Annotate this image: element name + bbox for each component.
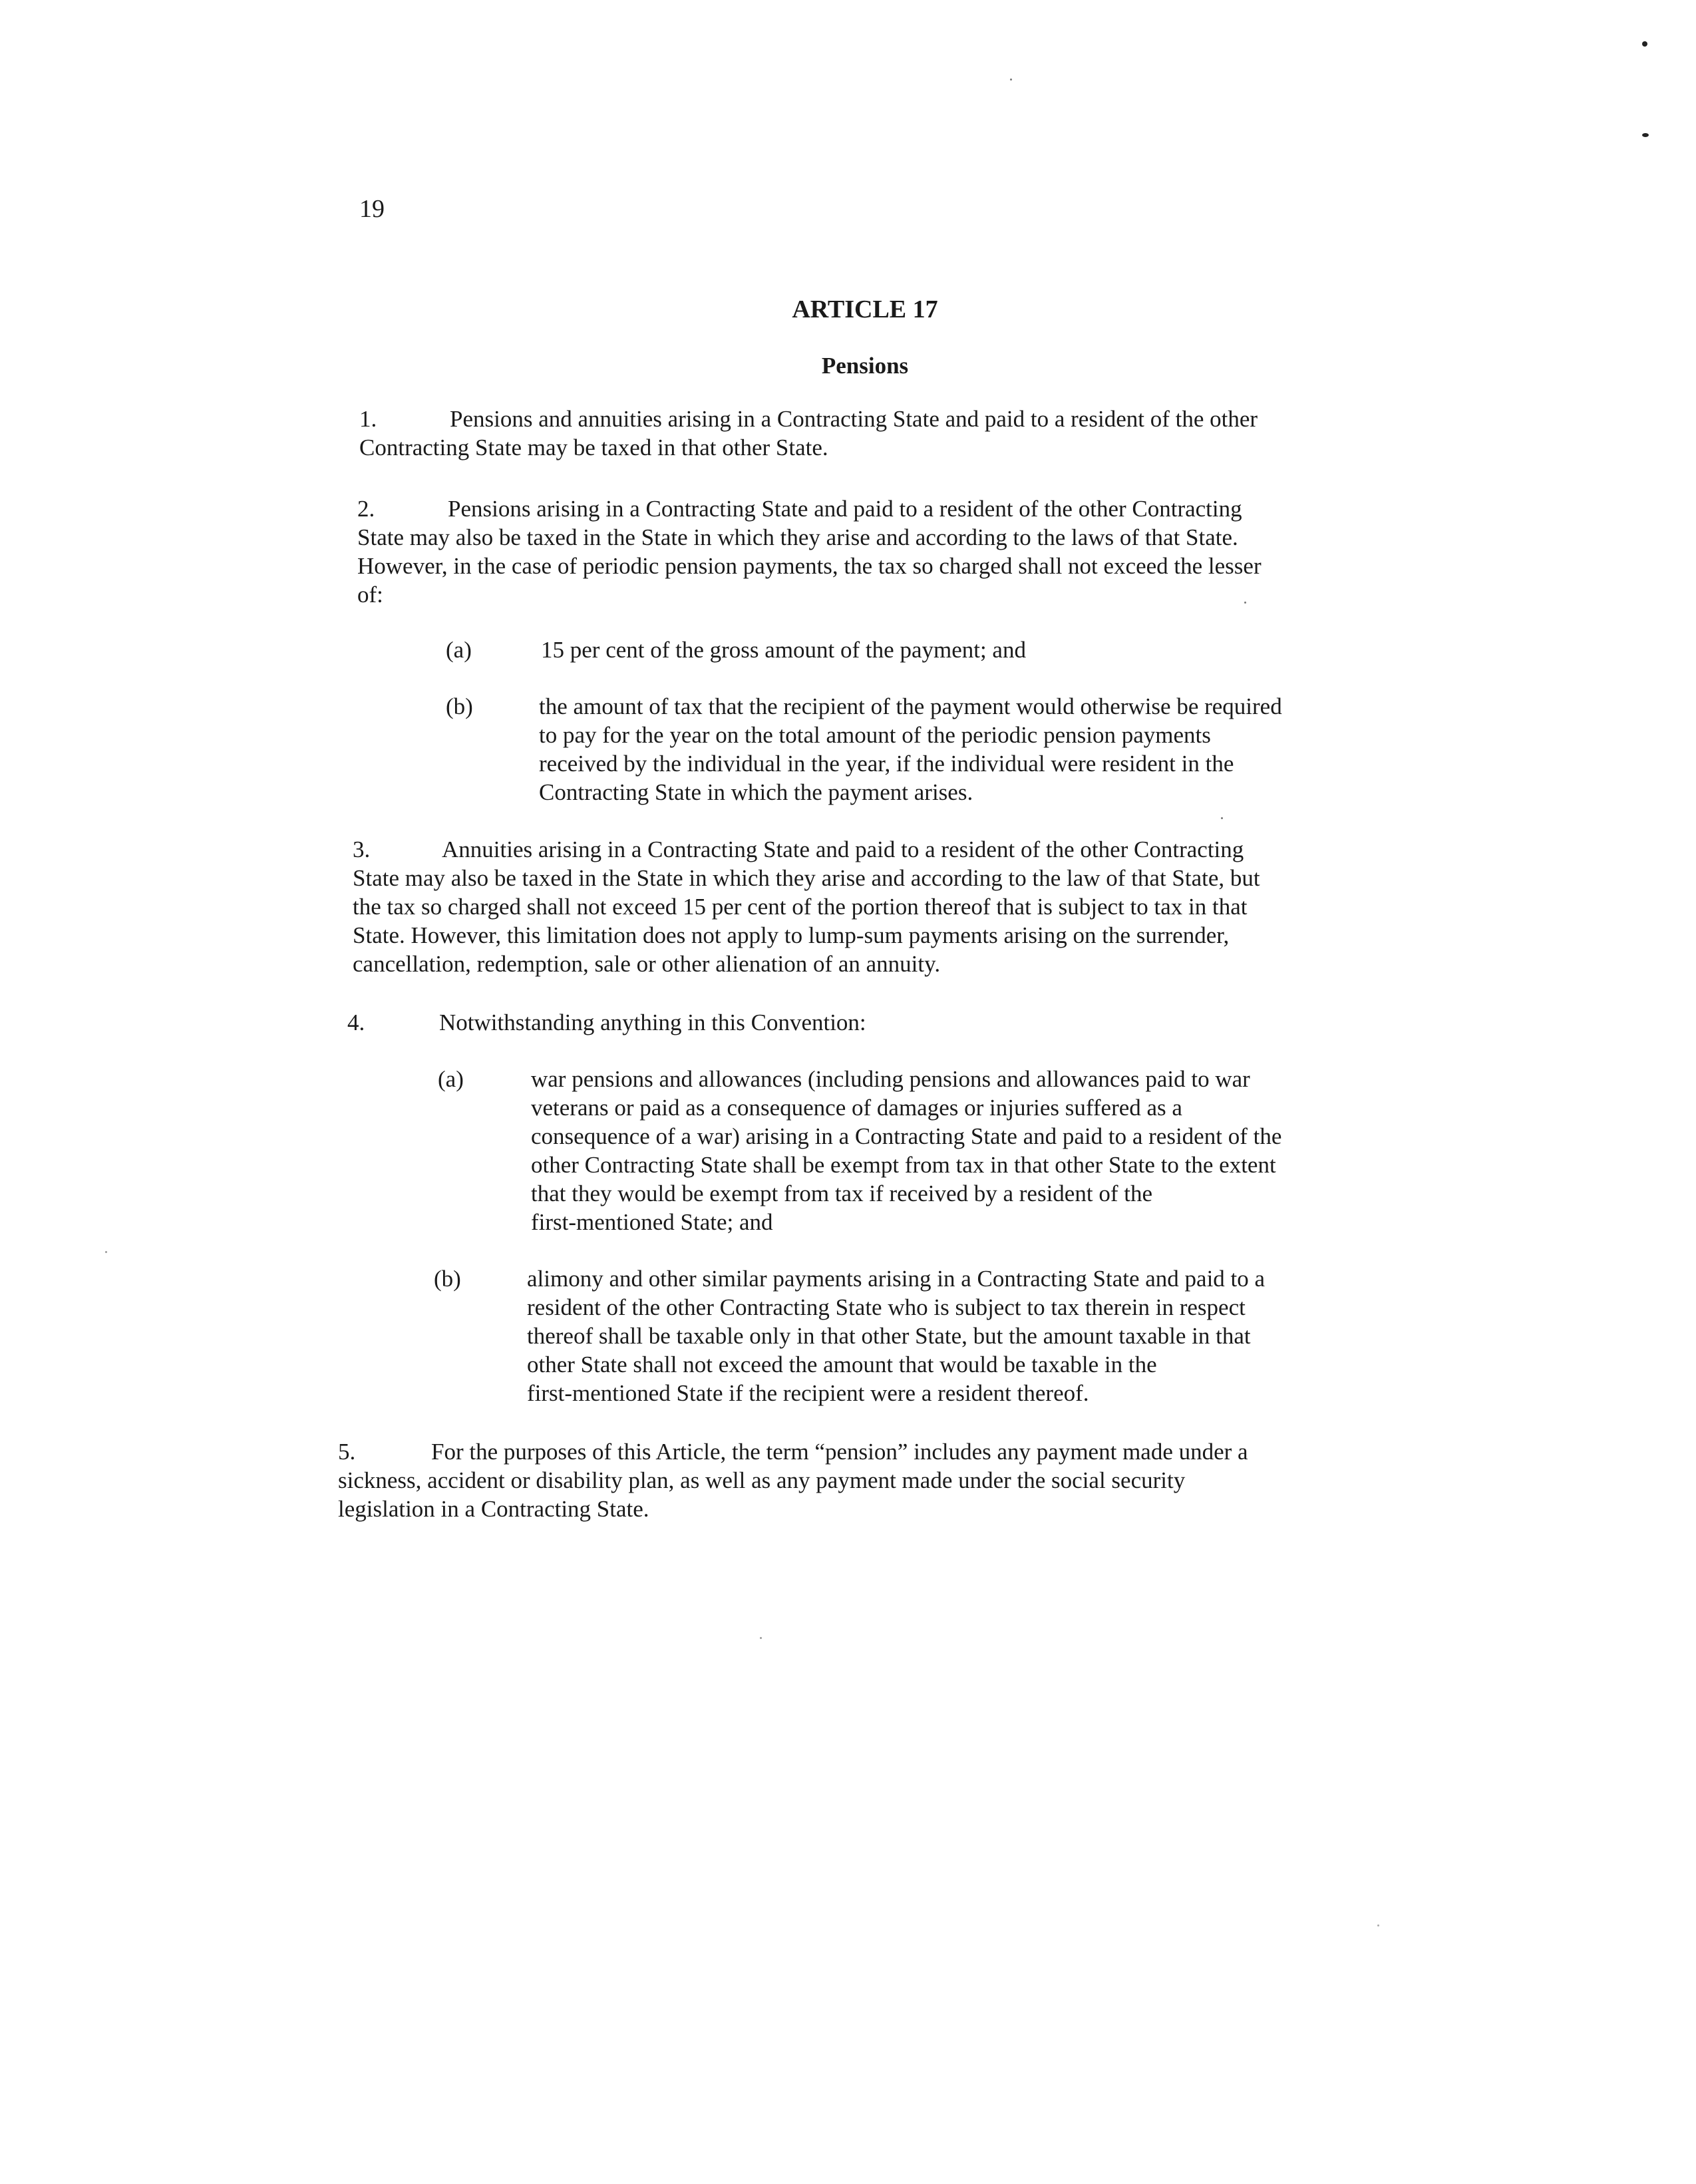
subparagraph-label: (a) [446,637,472,663]
paragraph-text: Pensions and annuities arising in a Contracting State and paid to a resident of the other [450,406,1258,432]
paragraph-number: 5. [338,1439,356,1465]
subparagraph-line: first-mentioned State if the recipient were a resident thereof. [527,1380,1089,1406]
paragraph-text: Pensions arising in a Contracting State and paid to a resident of the other Contracting [448,496,1242,522]
paragraph-3 [353,835,1260,978]
subparagraph-line: to pay for the year on the total amount of the periodic pension payments [539,722,1211,748]
paragraph-line: However, in the case of periodic pension payments, the tax so charged shall not exceed the lesser [357,553,1262,579]
scan-speck [105,1251,107,1253]
subparagraph-body [527,1264,1458,1407]
subparagraph-line: that they would be exempt from tax if received by a resident of the [531,1181,1152,1206]
article-title: ARTICLE 17 [792,295,938,323]
paragraph-line: the tax so charged shall not exceed 15 per cent of the portion thereof that is subject to tax in that [353,894,1248,920]
article-subtitle: Pensions [821,353,909,379]
subparagraph-body [541,636,1472,664]
paragraph-line: State. However, this limitation does not apply to lump-sum payments arising on the surrender, [353,922,1230,948]
paragraph-1 [359,405,1258,462]
paragraph-line: Contracting State may be taxed in that other State. [359,435,828,460]
paragraph-line: State may also be taxed in the State in which they arise and according to the law of that State, but [353,865,1260,891]
scan-speck [1642,41,1647,47]
subparagraph-label: (a) [438,1066,464,1092]
subparagraph-line: 15 per cent of the gross amount of the payment; and [541,637,1026,663]
paragraph-text: For the purposes of this Article, the term “pension” includes any payment made under a [431,1439,1248,1465]
paragraph-line [347,1008,866,1037]
paragraph-text: Notwithstanding anything in this Convention: [439,1009,866,1035]
scan-speck [760,1637,762,1639]
subparagraph-body [539,692,1470,807]
scan-speck [1377,1924,1379,1926]
subparagraph-line: received by the individual in the year, if the individual were resident in the [539,751,1234,777]
paragraph-line: of: [357,582,383,608]
scan-speck [1244,602,1246,604]
subparagraph-body [531,1065,1462,1236]
paragraph-number: 1. [359,406,377,432]
subparagraph-line: Contracting State in which the payment arises. [539,779,973,805]
paragraph-line: legislation in a Contracting State. [338,1496,649,1522]
subparagraph-line: consequence of a war) arising in a Contracting State and paid to a resident of the [531,1123,1282,1149]
paragraph-number: 4. [347,1009,365,1035]
subparagraph-line: veterans or paid as a consequence of damages or injuries suffered as a [531,1095,1182,1121]
subparagraph-label: (b) [434,1266,461,1292]
subparagraph-line: the amount of tax that the recipient of the payment would otherwise be required [539,693,1282,719]
paragraph-line [353,835,1260,864]
paragraph-line [357,494,1262,523]
scan-speck [1010,79,1012,81]
subparagraph-line: other Contracting State shall be exempt from tax in that other State to the extent [531,1152,1276,1178]
subparagraph-line: resident of the other Contracting State who is subject to tax therein in respect [527,1294,1246,1320]
subparagraph-line: war pensions and allowances (including pensions and allowances paid to war [531,1066,1250,1092]
subparagraph-line: other State shall not exceed the amount that would be taxable in the [527,1352,1157,1377]
paragraph-4 [347,1008,866,1037]
subparagraph-line: first-mentioned State; and [531,1209,773,1235]
scan-speck [1221,817,1223,819]
paragraph-line [359,405,1258,433]
paragraph-line: cancellation, redemption, sale or other alienation of an annuity. [353,951,941,977]
paragraph-text: Annuities arising in a Contracting State and paid to a resident of the other Contracting [442,836,1244,862]
paragraph-5 [338,1437,1248,1523]
paragraph-number: 3. [353,836,371,862]
paragraph-line: sickness, accident or disability plan, as well as any payment made under the social security [338,1467,1186,1493]
page-number: 19 [359,195,385,223]
subparagraph-label: (b) [446,693,473,719]
paragraph-line [338,1437,1248,1466]
paragraph-2 [357,494,1262,609]
subparagraph-line: alimony and other similar payments arising in a Contracting State and paid to a [527,1266,1266,1292]
subparagraph-line: thereof shall be taxable only in that other State, but the amount taxable in that [527,1323,1251,1349]
scan-speck [1642,133,1649,137]
paragraph-line: State may also be taxed in the State in which they arise and according to the laws of that State. [357,524,1238,550]
paragraph-number: 2. [357,496,375,522]
